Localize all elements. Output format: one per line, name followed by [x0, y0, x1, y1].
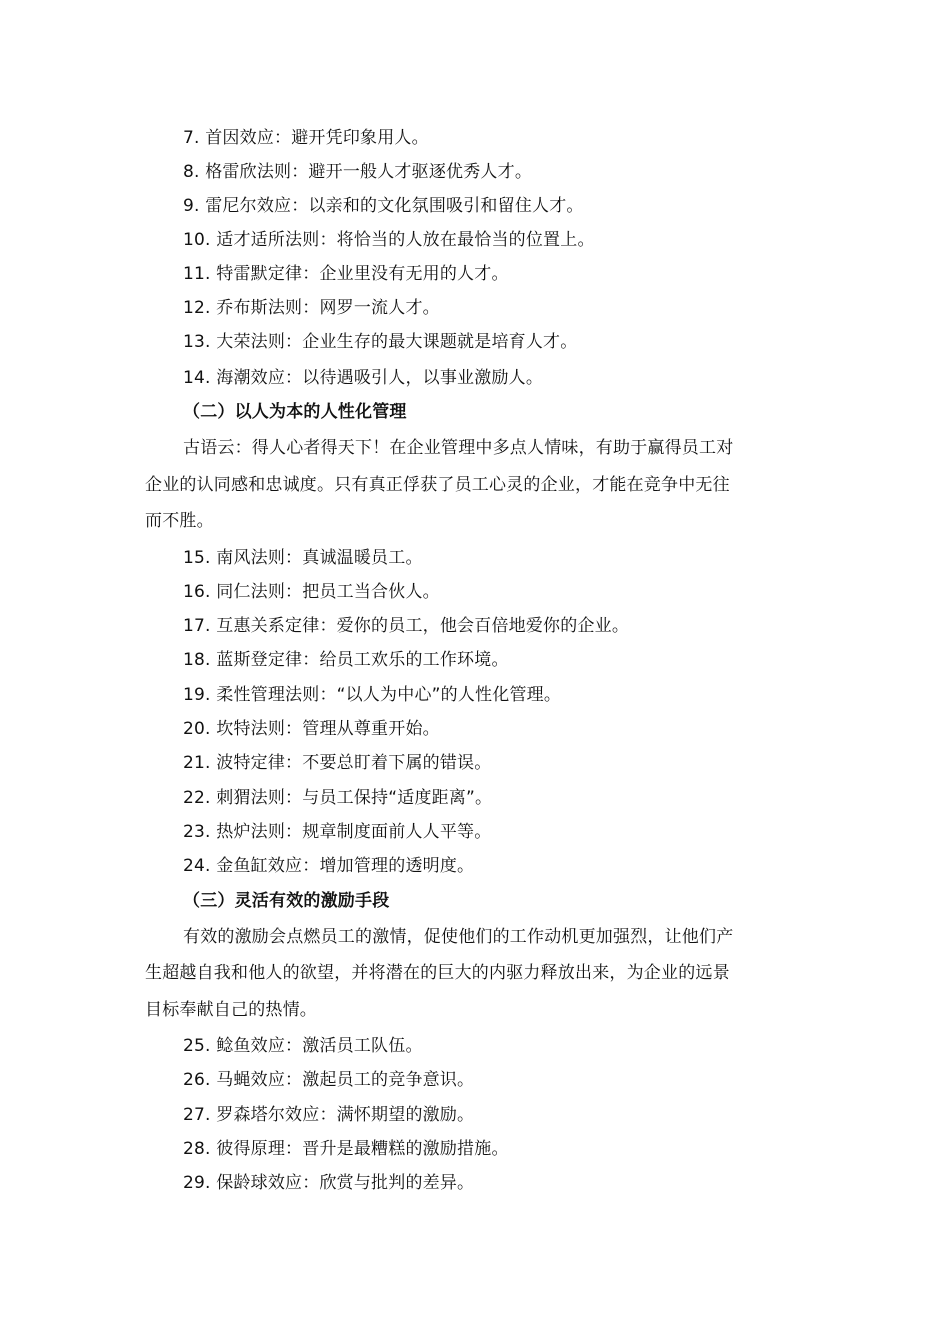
list-item: 16. 同仁法则：把员工当合伙人。	[183, 582, 440, 602]
list-item: 26. 马蝇效应：激起员工的竞争意识。	[183, 1070, 475, 1090]
list-item: 7. 首因效应：避开凭印象用人。	[183, 128, 429, 148]
paragraph-line: 生超越自我和他人的欲望，并将潜在的巨大的内驱力释放出来，为企业的远景	[145, 963, 730, 983]
list-item: 29. 保龄球效应：欣赏与批判的差异。	[183, 1173, 475, 1193]
section-heading: （三）灵活有效的激励手段	[183, 891, 390, 911]
paragraph-line: 有效的激励会点燃员工的激情，促使他们的工作动机更加强烈，让他们产	[183, 927, 734, 947]
list-item: 14. 海潮效应：以待遇吸引人，以事业激励人。	[183, 368, 544, 388]
list-item: 8. 格雷欣法则：避开一般人才驱逐优秀人才。	[183, 162, 533, 182]
list-item: 19. 柔性管理法则：“以人为中心”的人性化管理。	[183, 685, 562, 705]
list-item: 9. 雷尼尔效应：以亲和的文化氛围吸引和留住人才。	[183, 196, 584, 216]
list-item: 20. 坎特法则：管理从尊重开始。	[183, 719, 440, 739]
section-heading: （二）以人为本的人性化管理	[183, 402, 407, 422]
list-item: 22. 刺猬法则：与员工保持“适度距离”。	[183, 788, 493, 808]
paragraph-line: 古语云：得人心者得天下！在企业管理中多点人情味，有助于赢得员工对	[183, 438, 734, 458]
list-item: 17. 互惠关系定律：爱你的员工，他会百倍地爱你的企业。	[183, 616, 630, 636]
paragraph-line: 企业的认同感和忠诚度。只有真正俘获了员工心灵的企业，才能在竞争中无往	[145, 475, 730, 495]
list-item: 28. 彼得原理：晋升是最糟糕的激励措施。	[183, 1139, 509, 1159]
list-item: 12. 乔布斯法则：网罗一流人才。	[183, 298, 440, 318]
list-item: 18. 蓝斯登定律：给员工欢乐的工作环境。	[183, 650, 509, 670]
list-item: 23. 热炉法则：规章制度面前人人平等。	[183, 822, 492, 842]
list-item: 24. 金鱼缸效应：增加管理的透明度。	[183, 856, 475, 876]
list-item: 13. 大荣法则：企业生存的最大课题就是培育人才。	[183, 332, 578, 352]
paragraph-line: 而不胜。	[145, 511, 214, 531]
list-item: 27. 罗森塔尔效应：满怀期望的激励。	[183, 1105, 475, 1125]
list-item: 21. 波特定律：不要总盯着下属的错误。	[183, 753, 492, 773]
list-item: 11. 特雷默定律：企业里没有无用的人才。	[183, 264, 509, 284]
paragraph-line: 目标奉献自己的热情。	[145, 1000, 317, 1020]
list-item: 10. 适才适所法则：将恰当的人放在最恰当的位置上。	[183, 230, 595, 250]
list-item: 25. 鲶鱼效应：激活员工队伍。	[183, 1036, 423, 1056]
list-item: 15. 南风法则：真诚温暖员工。	[183, 548, 423, 568]
